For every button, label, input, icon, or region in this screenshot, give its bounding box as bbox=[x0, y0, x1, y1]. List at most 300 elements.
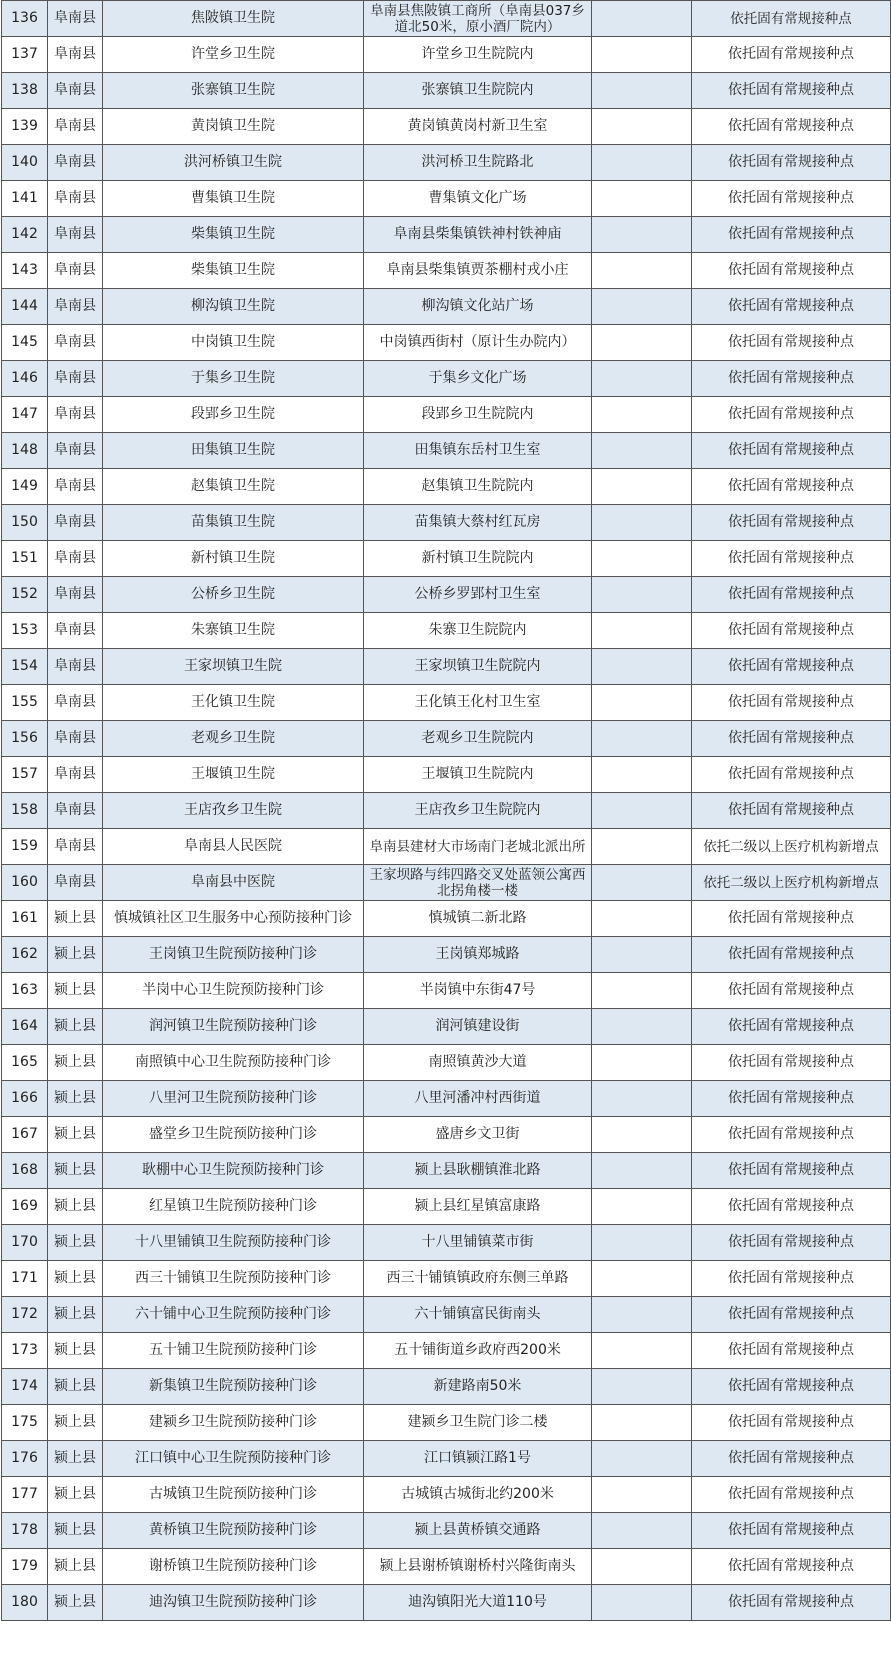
county-cell: 阜南县 bbox=[48, 505, 103, 541]
institution-cell: 西三十铺镇卫生院预防接种门诊 bbox=[103, 1261, 364, 1297]
site-type-cell: 依托固有常规接种点 bbox=[692, 361, 891, 397]
site-type-cell: 依托固有常规接种点 bbox=[692, 937, 891, 973]
county-cell: 阜南县 bbox=[48, 181, 103, 217]
county-cell: 阜南县 bbox=[48, 253, 103, 289]
address-cell: 中岗镇西街村（原计生办院内） bbox=[364, 325, 592, 361]
table-row bbox=[2, 793, 891, 829]
row-index-cell: 167 bbox=[2, 1117, 48, 1153]
address-cell: 五十铺街道乡政府西200米 bbox=[364, 1333, 592, 1369]
row-index-cell: 163 bbox=[2, 973, 48, 1009]
address-cell: 朱寨卫生院院内 bbox=[364, 613, 592, 649]
address-cell: 曹集镇文化广场 bbox=[364, 181, 592, 217]
row-index-cell: 174 bbox=[2, 1369, 48, 1405]
row-index-cell: 148 bbox=[2, 433, 48, 469]
county-cell: 阜南县 bbox=[48, 577, 103, 613]
address-cell: 公桥乡罗郢村卫生室 bbox=[364, 577, 592, 613]
site-type-cell: 依托固有常规接种点 bbox=[692, 1189, 891, 1225]
table-row bbox=[2, 721, 891, 757]
site-type-cell: 依托固有常规接种点 bbox=[692, 217, 891, 253]
county-cell: 颍上县 bbox=[48, 973, 103, 1009]
institution-cell: 古城镇卫生院预防接种门诊 bbox=[103, 1477, 364, 1513]
site-type-cell: 依托固有常规接种点 bbox=[692, 721, 891, 757]
county-cell: 阜南县 bbox=[48, 469, 103, 505]
institution-cell: 红星镇卫生院预防接种门诊 bbox=[103, 1189, 364, 1225]
institution-cell: 苗集镇卫生院 bbox=[103, 505, 364, 541]
site-type-cell: 依托固有常规接种点 bbox=[692, 541, 891, 577]
row-index-cell: 168 bbox=[2, 1153, 48, 1189]
county-cell: 阜南县 bbox=[48, 541, 103, 577]
county-cell: 颍上县 bbox=[48, 1297, 103, 1333]
address-cell: 新建路南50米 bbox=[364, 1369, 592, 1405]
address-cell: 润河镇建设街 bbox=[364, 1009, 592, 1045]
table-row bbox=[2, 757, 891, 793]
institution-cell: 许堂乡卫生院 bbox=[103, 37, 364, 73]
address-cell: 于集乡文化广场 bbox=[364, 361, 592, 397]
county-cell: 颍上县 bbox=[48, 1153, 103, 1189]
institution-cell: 老观乡卫生院 bbox=[103, 721, 364, 757]
site-type-cell: 依托固有常规接种点 bbox=[692, 1549, 891, 1585]
address-cell: 六十铺镇富民街南头 bbox=[364, 1297, 592, 1333]
site-type-cell: 依托固有常规接种点 bbox=[692, 901, 891, 937]
institution-cell: 公桥乡卫生院 bbox=[103, 577, 364, 613]
address-cell: 颍上县耿棚镇淮北路 bbox=[364, 1153, 592, 1189]
county-cell: 阜南县 bbox=[48, 325, 103, 361]
site-type-cell: 依托固有常规接种点 bbox=[692, 1405, 891, 1441]
address-cell: 古城镇古城街北约200米 bbox=[364, 1477, 592, 1513]
institution-cell: 盛堂乡卫生院预防接种门诊 bbox=[103, 1117, 364, 1153]
site-type-cell: 依托固有常规接种点 bbox=[692, 1297, 891, 1333]
site-type-cell: 依托固有常规接种点 bbox=[692, 1225, 891, 1261]
blank-cell bbox=[592, 577, 692, 613]
address-cell: 段郢乡卫生院院内 bbox=[364, 397, 592, 433]
table-row bbox=[2, 1405, 891, 1441]
table-row bbox=[2, 1549, 891, 1585]
county-cell: 颍上县 bbox=[48, 1585, 103, 1621]
table-row bbox=[2, 685, 891, 721]
table-row bbox=[2, 505, 891, 541]
county-cell: 阜南县 bbox=[48, 757, 103, 793]
blank-cell bbox=[592, 1081, 692, 1117]
row-index-cell: 162 bbox=[2, 937, 48, 973]
site-type-cell: 依托二级以上医疗机构新增点 bbox=[692, 865, 891, 901]
table-row bbox=[2, 1045, 891, 1081]
address-cell: 颍上县红星镇富康路 bbox=[364, 1189, 592, 1225]
institution-cell: 南照镇中心卫生院预防接种门诊 bbox=[103, 1045, 364, 1081]
row-index-cell: 143 bbox=[2, 253, 48, 289]
address-cell: 赵集镇卫生院院内 bbox=[364, 469, 592, 505]
blank-cell bbox=[592, 1405, 692, 1441]
blank-cell bbox=[592, 649, 692, 685]
blank-cell bbox=[592, 145, 692, 181]
county-cell: 颍上县 bbox=[48, 1441, 103, 1477]
address-cell: 建颍乡卫生院门诊二楼 bbox=[364, 1405, 592, 1441]
row-index-cell: 172 bbox=[2, 1297, 48, 1333]
blank-cell bbox=[592, 541, 692, 577]
table-row bbox=[2, 1, 891, 37]
blank-cell bbox=[592, 325, 692, 361]
address-cell: 张寨镇卫生院院内 bbox=[364, 73, 592, 109]
institution-cell: 王岗镇卫生院预防接种门诊 bbox=[103, 937, 364, 973]
county-cell: 阜南县 bbox=[48, 217, 103, 253]
table-row bbox=[2, 1369, 891, 1405]
institution-cell: 建颍乡卫生院预防接种门诊 bbox=[103, 1405, 364, 1441]
institution-cell: 于集乡卫生院 bbox=[103, 361, 364, 397]
institution-cell: 赵集镇卫生院 bbox=[103, 469, 364, 505]
institution-cell: 曹集镇卫生院 bbox=[103, 181, 364, 217]
institution-cell: 慎城镇社区卫生服务中心预防接种门诊 bbox=[103, 901, 364, 937]
row-index-cell: 175 bbox=[2, 1405, 48, 1441]
row-index-cell: 156 bbox=[2, 721, 48, 757]
institution-cell: 黄岗镇卫生院 bbox=[103, 109, 364, 145]
table-row bbox=[2, 1333, 891, 1369]
institution-cell: 六十铺中心卫生院预防接种门诊 bbox=[103, 1297, 364, 1333]
blank-cell bbox=[592, 901, 692, 937]
address-cell: 迪沟镇阳光大道110号 bbox=[364, 1585, 592, 1621]
blank-cell bbox=[592, 1153, 692, 1189]
site-type-cell: 依托固有常规接种点 bbox=[692, 1117, 891, 1153]
table-row bbox=[2, 253, 891, 289]
site-type-cell: 依托固有常规接种点 bbox=[692, 109, 891, 145]
institution-cell: 黄桥镇卫生院预防接种门诊 bbox=[103, 1513, 364, 1549]
institution-cell: 王堰镇卫生院 bbox=[103, 757, 364, 793]
institution-cell: 阜南县中医院 bbox=[103, 865, 364, 901]
blank-cell bbox=[592, 217, 692, 253]
table-row bbox=[2, 1513, 891, 1549]
address-cell: 柳沟镇文化站广场 bbox=[364, 289, 592, 325]
blank-cell bbox=[592, 361, 692, 397]
row-index-cell: 170 bbox=[2, 1225, 48, 1261]
blank-cell bbox=[592, 1549, 692, 1585]
site-type-cell: 依托固有常规接种点 bbox=[692, 685, 891, 721]
row-index-cell: 141 bbox=[2, 181, 48, 217]
county-cell: 阜南县 bbox=[48, 829, 103, 865]
blank-cell bbox=[592, 1369, 692, 1405]
site-type-cell: 依托固有常规接种点 bbox=[692, 649, 891, 685]
site-type-cell: 依托固有常规接种点 bbox=[692, 37, 891, 73]
blank-cell bbox=[592, 1441, 692, 1477]
blank-cell bbox=[592, 1117, 692, 1153]
county-cell: 阜南县 bbox=[48, 649, 103, 685]
table-row bbox=[2, 973, 891, 1009]
institution-cell: 润河镇卫生院预防接种门诊 bbox=[103, 1009, 364, 1045]
address-cell: 老观乡卫生院院内 bbox=[364, 721, 592, 757]
site-type-cell: 依托固有常规接种点 bbox=[692, 73, 891, 109]
blank-cell bbox=[592, 37, 692, 73]
address-cell: 王店孜乡卫生院院内 bbox=[364, 793, 592, 829]
site-type-cell: 依托固有常规接种点 bbox=[692, 793, 891, 829]
county-cell: 颍上县 bbox=[48, 1081, 103, 1117]
table-row bbox=[2, 1477, 891, 1513]
county-cell: 阜南县 bbox=[48, 145, 103, 181]
row-index-cell: 166 bbox=[2, 1081, 48, 1117]
table-row bbox=[2, 397, 891, 433]
institution-cell: 焦陂镇卫生院 bbox=[103, 1, 364, 37]
table-row bbox=[2, 433, 891, 469]
blank-cell bbox=[592, 469, 692, 505]
institution-cell: 八里河卫生院预防接种门诊 bbox=[103, 1081, 364, 1117]
address-cell: 王岗镇郑城路 bbox=[364, 937, 592, 973]
institution-cell: 半岗中心卫生院预防接种门诊 bbox=[103, 973, 364, 1009]
county-cell: 颍上县 bbox=[48, 901, 103, 937]
table-row bbox=[2, 1261, 891, 1297]
site-type-cell: 依托固有常规接种点 bbox=[692, 433, 891, 469]
row-index-cell: 151 bbox=[2, 541, 48, 577]
address-cell: 八里河潘冲村西街道 bbox=[364, 1081, 592, 1117]
blank-cell bbox=[592, 685, 692, 721]
institution-cell: 段郢乡卫生院 bbox=[103, 397, 364, 433]
table-row bbox=[2, 541, 891, 577]
county-cell: 阜南县 bbox=[48, 685, 103, 721]
county-cell: 阜南县 bbox=[48, 289, 103, 325]
county-cell: 颍上县 bbox=[48, 1261, 103, 1297]
blank-cell bbox=[592, 1009, 692, 1045]
institution-cell: 朱寨镇卫生院 bbox=[103, 613, 364, 649]
address-cell: 王化镇王化村卫生室 bbox=[364, 685, 592, 721]
row-index-cell: 152 bbox=[2, 577, 48, 613]
institution-cell: 新村镇卫生院 bbox=[103, 541, 364, 577]
county-cell: 阜南县 bbox=[48, 721, 103, 757]
institution-cell: 迪沟镇卫生院预防接种门诊 bbox=[103, 1585, 364, 1621]
table-row bbox=[2, 1081, 891, 1117]
county-cell: 阜南县 bbox=[48, 865, 103, 901]
blank-cell bbox=[592, 1, 692, 37]
vaccination-sites-table bbox=[1, 0, 891, 1621]
blank-cell bbox=[592, 73, 692, 109]
blank-cell bbox=[592, 1045, 692, 1081]
address-cell: 半岗镇中东街47号 bbox=[364, 973, 592, 1009]
table-row bbox=[2, 37, 891, 73]
site-type-cell: 依托固有常规接种点 bbox=[692, 289, 891, 325]
site-type-cell: 依托固有常规接种点 bbox=[692, 397, 891, 433]
table-row bbox=[2, 613, 891, 649]
row-index-cell: 145 bbox=[2, 325, 48, 361]
blank-cell bbox=[592, 1333, 692, 1369]
address-cell: 盛唐乡文卫街 bbox=[364, 1117, 592, 1153]
institution-cell: 十八里铺镇卫生院预防接种门诊 bbox=[103, 1225, 364, 1261]
row-index-cell: 149 bbox=[2, 469, 48, 505]
institution-cell: 王家坝镇卫生院 bbox=[103, 649, 364, 685]
county-cell: 颍上县 bbox=[48, 1333, 103, 1369]
table-row bbox=[2, 577, 891, 613]
address-cell: 慎城镇二新北路 bbox=[364, 901, 592, 937]
address-cell: 王家坝镇卫生院院内 bbox=[364, 649, 592, 685]
blank-cell bbox=[592, 181, 692, 217]
table-row bbox=[2, 469, 891, 505]
row-index-cell: 176 bbox=[2, 1441, 48, 1477]
row-index-cell: 144 bbox=[2, 289, 48, 325]
row-index-cell: 169 bbox=[2, 1189, 48, 1225]
site-type-cell: 依托固有常规接种点 bbox=[692, 505, 891, 541]
address-cell: 阜南县焦陂镇工商所（阜南县037乡道北50米，原小酒厂院内） bbox=[364, 1, 592, 37]
site-type-cell: 依托固有常规接种点 bbox=[692, 1369, 891, 1405]
blank-cell bbox=[592, 433, 692, 469]
institution-cell: 张寨镇卫生院 bbox=[103, 73, 364, 109]
county-cell: 阜南县 bbox=[48, 433, 103, 469]
address-cell: 南照镇黄沙大道 bbox=[364, 1045, 592, 1081]
blank-cell bbox=[592, 505, 692, 541]
row-index-cell: 158 bbox=[2, 793, 48, 829]
county-cell: 颍上县 bbox=[48, 1009, 103, 1045]
blank-cell bbox=[592, 1513, 692, 1549]
blank-cell bbox=[592, 757, 692, 793]
table-row bbox=[2, 1441, 891, 1477]
county-cell: 颍上县 bbox=[48, 1117, 103, 1153]
blank-cell bbox=[592, 1585, 692, 1621]
table-row bbox=[2, 937, 891, 973]
row-index-cell: 136 bbox=[2, 1, 48, 37]
table-row bbox=[2, 217, 891, 253]
site-type-cell: 依托固有常规接种点 bbox=[692, 1009, 891, 1045]
county-cell: 阜南县 bbox=[48, 1, 103, 37]
site-type-cell: 依托固有常规接种点 bbox=[692, 1333, 891, 1369]
row-index-cell: 173 bbox=[2, 1333, 48, 1369]
blank-cell bbox=[592, 109, 692, 145]
row-index-cell: 159 bbox=[2, 829, 48, 865]
table-row bbox=[2, 73, 891, 109]
row-index-cell: 150 bbox=[2, 505, 48, 541]
blank-cell bbox=[592, 1261, 692, 1297]
institution-cell: 柳沟镇卫生院 bbox=[103, 289, 364, 325]
institution-cell: 谢桥镇卫生院预防接种门诊 bbox=[103, 1549, 364, 1585]
table-row bbox=[2, 1297, 891, 1333]
blank-cell bbox=[592, 1297, 692, 1333]
blank-cell bbox=[592, 613, 692, 649]
site-type-cell: 依托固有常规接种点 bbox=[692, 1513, 891, 1549]
address-cell: 江口镇颍江路1号 bbox=[364, 1441, 592, 1477]
county-cell: 颍上县 bbox=[48, 1549, 103, 1585]
county-cell: 颍上县 bbox=[48, 1045, 103, 1081]
site-type-cell: 依托固有常规接种点 bbox=[692, 613, 891, 649]
address-cell: 西三十铺镇镇政府东侧三单路 bbox=[364, 1261, 592, 1297]
site-type-cell: 依托二级以上医疗机构新增点 bbox=[692, 829, 891, 865]
row-index-cell: 154 bbox=[2, 649, 48, 685]
blank-cell bbox=[592, 253, 692, 289]
blank-cell bbox=[592, 1225, 692, 1261]
site-type-cell: 依托固有常规接种点 bbox=[692, 1153, 891, 1189]
row-index-cell: 146 bbox=[2, 361, 48, 397]
row-index-cell: 155 bbox=[2, 685, 48, 721]
county-cell: 阜南县 bbox=[48, 361, 103, 397]
county-cell: 阜南县 bbox=[48, 793, 103, 829]
row-index-cell: 138 bbox=[2, 73, 48, 109]
address-cell: 颍上县黄桥镇交通路 bbox=[364, 1513, 592, 1549]
institution-cell: 阜南县人民医院 bbox=[103, 829, 364, 865]
county-cell: 颍上县 bbox=[48, 1369, 103, 1405]
county-cell: 阜南县 bbox=[48, 613, 103, 649]
site-type-cell: 依托固有常规接种点 bbox=[692, 1261, 891, 1297]
table-row bbox=[2, 289, 891, 325]
blank-cell bbox=[592, 1189, 692, 1225]
table-body bbox=[2, 1, 891, 1621]
address-cell: 十八里铺镇菜市街 bbox=[364, 1225, 592, 1261]
row-index-cell: 139 bbox=[2, 109, 48, 145]
table-row bbox=[2, 865, 891, 901]
site-type-cell: 依托固有常规接种点 bbox=[692, 253, 891, 289]
county-cell: 阜南县 bbox=[48, 397, 103, 433]
row-index-cell: 161 bbox=[2, 901, 48, 937]
institution-cell: 田集镇卫生院 bbox=[103, 433, 364, 469]
site-type-cell: 依托固有常规接种点 bbox=[692, 469, 891, 505]
table-row bbox=[2, 1009, 891, 1045]
table-row bbox=[2, 145, 891, 181]
row-index-cell: 164 bbox=[2, 1009, 48, 1045]
address-cell: 王堰镇卫生院院内 bbox=[364, 757, 592, 793]
institution-cell: 洪河桥镇卫生院 bbox=[103, 145, 364, 181]
table-row bbox=[2, 649, 891, 685]
row-index-cell: 180 bbox=[2, 1585, 48, 1621]
site-type-cell: 依托固有常规接种点 bbox=[692, 1045, 891, 1081]
blank-cell bbox=[592, 1477, 692, 1513]
institution-cell: 新集镇卫生院预防接种门诊 bbox=[103, 1369, 364, 1405]
row-index-cell: 157 bbox=[2, 757, 48, 793]
blank-cell bbox=[592, 865, 692, 901]
table-row bbox=[2, 361, 891, 397]
county-cell: 颍上县 bbox=[48, 1405, 103, 1441]
row-index-cell: 179 bbox=[2, 1549, 48, 1585]
county-cell: 颍上县 bbox=[48, 1477, 103, 1513]
institution-cell: 五十铺卫生院预防接种门诊 bbox=[103, 1333, 364, 1369]
institution-cell: 耿棚中心卫生院预防接种门诊 bbox=[103, 1153, 364, 1189]
row-index-cell: 160 bbox=[2, 865, 48, 901]
blank-cell bbox=[592, 289, 692, 325]
county-cell: 阜南县 bbox=[48, 73, 103, 109]
table-row bbox=[2, 1153, 891, 1189]
row-index-cell: 142 bbox=[2, 217, 48, 253]
institution-cell: 王店孜乡卫生院 bbox=[103, 793, 364, 829]
row-index-cell: 165 bbox=[2, 1045, 48, 1081]
institution-cell: 中岗镇卫生院 bbox=[103, 325, 364, 361]
site-type-cell: 依托固有常规接种点 bbox=[692, 577, 891, 613]
row-index-cell: 171 bbox=[2, 1261, 48, 1297]
address-cell: 王家坝路与纬四路交叉处蓝领公寓西北拐角楼一楼 bbox=[364, 865, 592, 901]
address-cell: 阜南县柴集镇铁神村铁神庙 bbox=[364, 217, 592, 253]
table-row bbox=[2, 1117, 891, 1153]
address-cell: 阜南县建材大市场南门老城北派出所 bbox=[364, 829, 592, 865]
institution-cell: 柴集镇卫生院 bbox=[103, 217, 364, 253]
table-row bbox=[2, 325, 891, 361]
table-row bbox=[2, 109, 891, 145]
address-cell: 洪河桥卫生院路北 bbox=[364, 145, 592, 181]
row-index-cell: 177 bbox=[2, 1477, 48, 1513]
county-cell: 阜南县 bbox=[48, 109, 103, 145]
county-cell: 阜南县 bbox=[48, 37, 103, 73]
address-cell: 许堂乡卫生院院内 bbox=[364, 37, 592, 73]
site-type-cell: 依托固有常规接种点 bbox=[692, 1, 891, 37]
site-type-cell: 依托固有常规接种点 bbox=[692, 973, 891, 1009]
address-cell: 田集镇东岳村卫生室 bbox=[364, 433, 592, 469]
row-index-cell: 153 bbox=[2, 613, 48, 649]
blank-cell bbox=[592, 721, 692, 757]
address-cell: 苗集镇大蔡村红瓦房 bbox=[364, 505, 592, 541]
blank-cell bbox=[592, 793, 692, 829]
county-cell: 颍上县 bbox=[48, 1189, 103, 1225]
address-cell: 黄岗镇黄岗村新卫生室 bbox=[364, 109, 592, 145]
site-type-cell: 依托固有常规接种点 bbox=[692, 181, 891, 217]
county-cell: 颍上县 bbox=[48, 937, 103, 973]
table-row bbox=[2, 1585, 891, 1621]
row-index-cell: 178 bbox=[2, 1513, 48, 1549]
institution-cell: 江口镇中心卫生院预防接种门诊 bbox=[103, 1441, 364, 1477]
address-cell: 阜南县柴集镇贾茶棚村戎小庄 bbox=[364, 253, 592, 289]
site-type-cell: 依托固有常规接种点 bbox=[692, 1585, 891, 1621]
row-index-cell: 137 bbox=[2, 37, 48, 73]
blank-cell bbox=[592, 397, 692, 433]
county-cell: 颍上县 bbox=[48, 1513, 103, 1549]
site-type-cell: 依托固有常规接种点 bbox=[692, 145, 891, 181]
site-type-cell: 依托固有常规接种点 bbox=[692, 1441, 891, 1477]
site-type-cell: 依托固有常规接种点 bbox=[692, 1477, 891, 1513]
address-cell: 新村镇卫生院院内 bbox=[364, 541, 592, 577]
